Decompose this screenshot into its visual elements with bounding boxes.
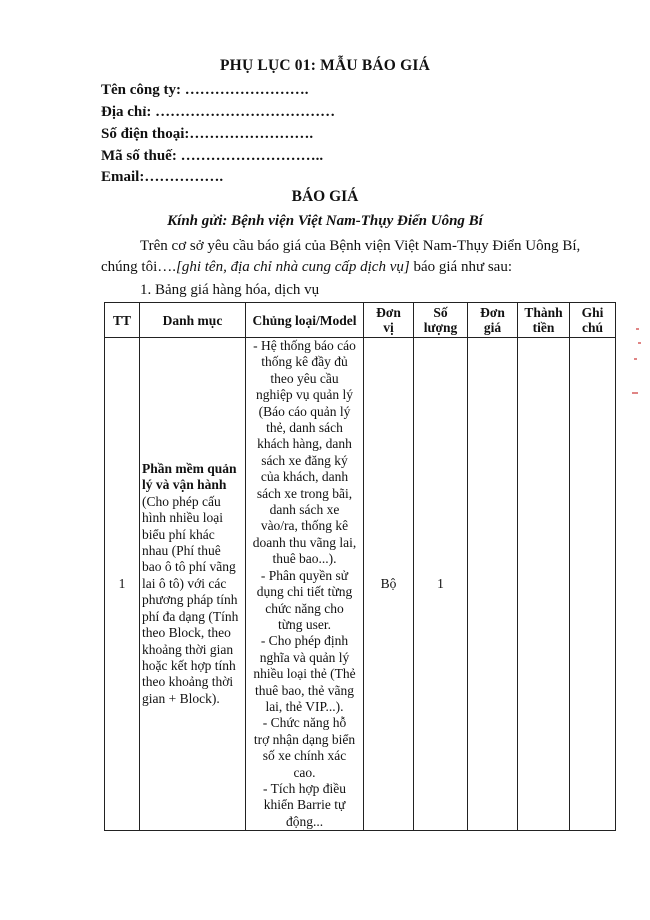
tax-code-blank: ……………………….. <box>176 148 324 164</box>
email-label: Email: <box>101 169 145 185</box>
quote-heading: BÁO GIÁ <box>291 188 359 205</box>
spec-line: - Phân quyền sử <box>260 567 349 583</box>
spec-line: - Tích hợp điều <box>263 780 346 796</box>
scan-mark <box>632 392 638 394</box>
table-header-row <box>105 303 616 338</box>
quote-table <box>104 302 616 831</box>
spec-line: chức năng cho <box>265 600 344 616</box>
email-blank: ……………. <box>144 169 224 185</box>
category-name: Phần mềm quản lý và vận hành <box>142 461 237 493</box>
recipient-line: Kính gửi: Bệnh viện Việt Nam-Thụy Điển Uông Bí <box>167 213 483 229</box>
row-category <box>140 338 246 831</box>
spec-line: cao. <box>293 764 316 780</box>
spec-line: lai, thẻ VIP...). <box>265 698 344 714</box>
header-note-line2: chú <box>581 320 603 335</box>
phone-label: Số điện thoại: <box>101 126 190 142</box>
intro-prefix: chúng tôi…. <box>101 259 176 275</box>
intro-line-1: Trên cơ sở yêu cầu báo giá của Bệnh viện Việt Nam-Thụy Điển Uông Bí, <box>140 238 581 254</box>
header-total-line1: Thành <box>524 305 563 320</box>
spec-line: sách xe đăng ký <box>261 452 348 468</box>
spec-line: - Chức năng hỗ <box>262 715 347 731</box>
spec-line: động... <box>285 813 324 829</box>
phone-field <box>101 126 313 143</box>
row-unit: Bộ <box>364 338 414 831</box>
spec-line: - Hệ thống báo cáo <box>253 338 356 353</box>
category-description: (Cho phép cấu hình nhiều loại biểu phí khác nhau (Phí thuê bao ô tô phí vãng lai ô tô) với các phương pháp tính phí đa dạng (Tính theo Block, theo khoảng thời gian hoặc kết hợp tính theo khoảng thời gian + Block). <box>142 493 239 706</box>
phone-blank: ……………………. <box>189 126 314 142</box>
spec-line: trợ nhận dạng biển <box>253 731 356 747</box>
header-note <box>570 303 616 338</box>
header-unit-line1: Đơn <box>376 305 401 320</box>
header-unit-line2: vị <box>383 320 394 335</box>
spec-line: nghiệp vụ quản lý <box>255 387 354 403</box>
header-qty-line1: Số <box>433 305 448 320</box>
spec-line: thống kê đầy đủ <box>261 354 348 370</box>
row-price <box>468 338 518 831</box>
intro-suffix: báo giá như sau: <box>409 259 512 275</box>
header-price <box>468 303 518 338</box>
spec-line: khiển Barrie tự <box>263 797 346 813</box>
header-note-line1: Ghi <box>581 305 604 320</box>
spec-line: khách hàng, danh <box>257 436 352 452</box>
spec-line: dụng chi tiết từng <box>256 584 353 600</box>
header-total-line2: tiền <box>532 320 555 335</box>
company-name-field <box>101 82 309 99</box>
address-field <box>101 104 335 121</box>
header-tt: TT <box>105 303 140 338</box>
row-model-spec <box>246 338 364 831</box>
spec-line: thuê bao...). <box>272 551 337 567</box>
intro-line-2 <box>101 259 512 276</box>
header-unit <box>364 303 414 338</box>
header-total <box>518 303 570 338</box>
spec-line: - Cho phép định <box>260 633 349 649</box>
tax-code-label: Mã số thuế: <box>101 148 177 164</box>
company-name-blank: ……………………. <box>181 82 309 98</box>
spec-line: nhiều loại thẻ (Thẻ <box>253 666 356 682</box>
header-price-line2: giá <box>483 320 502 335</box>
row-total <box>518 338 570 831</box>
row-qty: 1 <box>414 338 468 831</box>
spec-line: từng user. <box>277 616 332 632</box>
spec-line: nghĩa và quản lý <box>259 649 350 665</box>
table-row <box>105 338 616 831</box>
document-title: PHỤ LỤC 01: MẪU BÁO GIÁ <box>220 57 430 74</box>
spec-line: số xe chính xác <box>262 748 347 764</box>
spec-line: sách xe trong bãi, <box>256 485 353 501</box>
header-qty <box>414 303 468 338</box>
address-blank: ……………………………… <box>151 104 336 120</box>
spec-line: (Báo cáo quản lý <box>258 403 351 419</box>
header-category: Danh mục <box>140 303 246 338</box>
spec-line: thuê bao, thẻ vãng <box>255 682 354 698</box>
row-note <box>570 338 616 831</box>
address-label: Địa chỉ: <box>101 104 152 120</box>
scan-mark <box>636 328 639 330</box>
spec-line: danh sách xe <box>269 502 340 518</box>
spec-line: thẻ, danh sách <box>266 420 343 436</box>
header-model: Chủng loại/Model <box>246 303 364 338</box>
scan-mark <box>634 358 637 360</box>
row-tt: 1 <box>105 338 140 831</box>
section-title: 1. Bảng giá hàng hóa, dịch vụ <box>140 282 320 298</box>
company-name-label: Tên công ty: <box>101 82 181 98</box>
spec-line: theo yêu cầu <box>270 370 339 386</box>
spec-line: doanh thu vãng lai, <box>252 534 357 550</box>
tax-code-field <box>101 148 323 165</box>
spec-line: vào/ra, thống kê <box>260 518 349 534</box>
header-qty-line2: lượng <box>423 320 458 335</box>
header-price-line1: Đơn <box>480 305 505 320</box>
spec-line: của khách, danh <box>260 469 349 485</box>
supplier-note: [ghi tên, địa chỉ nhà cung cấp dịch vụ] <box>176 259 410 275</box>
email-field <box>101 169 223 186</box>
scan-mark <box>638 342 641 344</box>
